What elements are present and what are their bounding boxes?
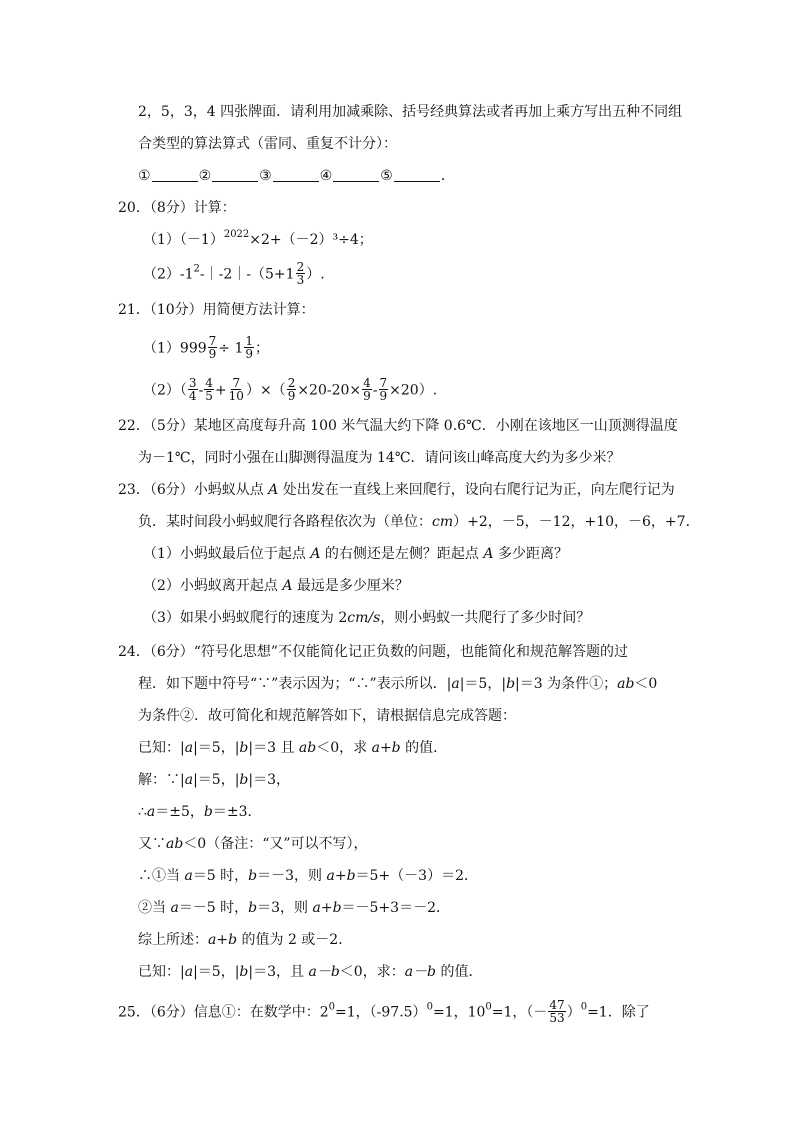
q23-line1: 23．（6分）小蚂蚁从点 A 处出发在一直线上来回爬行，设向右爬行记为正，向左爬行记为	[118, 482, 675, 498]
fraction: $\frac{2}{9}$	[287, 376, 296, 403]
q23-line2: 负．某时间段小蚂蚁爬行各路程依次为（单位：cm）+2，－5，－12，+10，－6，+7．	[138, 514, 700, 530]
q21-heading: 21．（10分）用简便方法计算：	[118, 302, 315, 318]
fraction: $\frac{7}{10}$	[228, 376, 244, 403]
fraction: $\frac{47}{53}$	[549, 998, 565, 1025]
q24-line3: 为条件②．故可简化和规范解答如下，请根据信息完成答题：	[138, 708, 516, 724]
answer-blank-5[interactable]	[394, 166, 440, 182]
q20-heading: 20．（8分）计算：	[118, 200, 236, 216]
q21-part1: （1）999 $\frac{7}{9}$ ÷ 1 $\frac{1}{9}$ ；	[143, 334, 270, 361]
q24-solution-2: ∴a＝±5，b＝±3．	[138, 804, 262, 820]
q19-line1: 2，5，3，4 四张牌面．请利用加减乘除、括号经典算法或者再加上乘方写出五种不同组	[138, 104, 683, 120]
answer-blank-3[interactable]	[273, 166, 319, 182]
q25-line1: 25．（6分）信息①：在数学中：$2^0=1$，$(-97.5)^0=1$，$10^0=1$，（－ $\frac{47}{53}$ ）$^0$=1．除了	[118, 998, 650, 1025]
fraction: $\frac{7}{9}$	[379, 376, 388, 403]
q20-part1: $(1)(-1)^{2022}\times 2+(-2)^3\div 4$；	[143, 229, 373, 248]
q24-solution-4: ∴①当 a＝5 时，b＝－3，则 a+b＝5+（－3）＝2．	[138, 868, 478, 884]
fraction: $\frac{2}{3}$	[296, 260, 305, 287]
q19-answer-blanks: ① ② ③ ④ ⑤ ．	[138, 168, 455, 184]
answer-blank-4[interactable]	[333, 166, 379, 182]
q24-example-given: 已知：|a|＝5，|b|＝3 且 ab＜0，求 a+b 的值．	[138, 740, 448, 756]
q20-part2: $(2)-1^2-|-2|-(5+1$ $\frac{2}{3}$ ）.	[143, 260, 325, 287]
q24-solution-5: ②当 a＝－5 时，b＝3，则 a+b＝－5+3＝－2．	[138, 900, 450, 916]
fraction: $\frac{4}{5}$	[205, 376, 213, 403]
q22-line2: 为－1℃，同时小强在山脚测得温度为 14℃．请问该山峰高度大约为多少米？	[138, 450, 621, 466]
q24-solution-6: 综上所述：a+b 的值为 2 或－2．	[138, 932, 353, 948]
q21-part2: （2）（ $\frac{3}{4}$ - $\frac{4}{5}$ + $\frac{7}{10}$ ）×（ $\frac{2}{9}$ ×20-20× $\frac{4}{9}$ - $\frac{7}{9}$ ×20）.	[143, 376, 438, 403]
fraction: $\frac{3}{4}$	[188, 376, 197, 403]
q24-task: 已知：|a|＝5，|b|＝3，且 a－b＜0，求：a－b 的值．	[138, 964, 483, 980]
fraction: $\frac{7}{9}$	[208, 334, 217, 361]
answer-blank-2[interactable]	[212, 166, 258, 182]
fraction: $\frac{1}{9}$	[245, 334, 254, 361]
q24-solution-1: 解：∵|a|＝5，|b|＝3，	[138, 772, 291, 788]
q24-line1: 24．（6分）“符号化思想”不仅能简化记正负数的问题，也能简化和规范解答题的过	[118, 644, 629, 660]
answer-blank-1[interactable]	[152, 166, 198, 182]
q23-sub3: （3）如果小蚂蚁爬行的速度为 2cm/s，则小蚂蚁一共爬行了多少时间？	[143, 610, 591, 626]
q23-sub2: （2）小蚂蚁离开起点 A 最远是多少厘米？	[143, 578, 409, 594]
fraction: $\frac{4}{9}$	[363, 376, 371, 403]
q19-line2: 合类型的算法算式（雷同、重复不计分）：	[138, 136, 397, 152]
q23-sub1: （1）小蚂蚁最后位于起点 A 的右侧还是左侧？距起点 A 多少距离？	[143, 546, 568, 562]
q24-line2: 程．如下题中符号“∵”表示因为；“∴”表示所以．|a|＝5，|b|＝3 为条件①；ab＜0	[138, 676, 658, 692]
q22-line1: 22．（5分）某地区高度每升高 100 米气温大约下降 0.6℃．小刚在该地区一山顶测得温度	[118, 418, 678, 434]
q24-solution-3: 又∵ab＜0（备注：“又”可以不写），	[138, 836, 368, 852]
